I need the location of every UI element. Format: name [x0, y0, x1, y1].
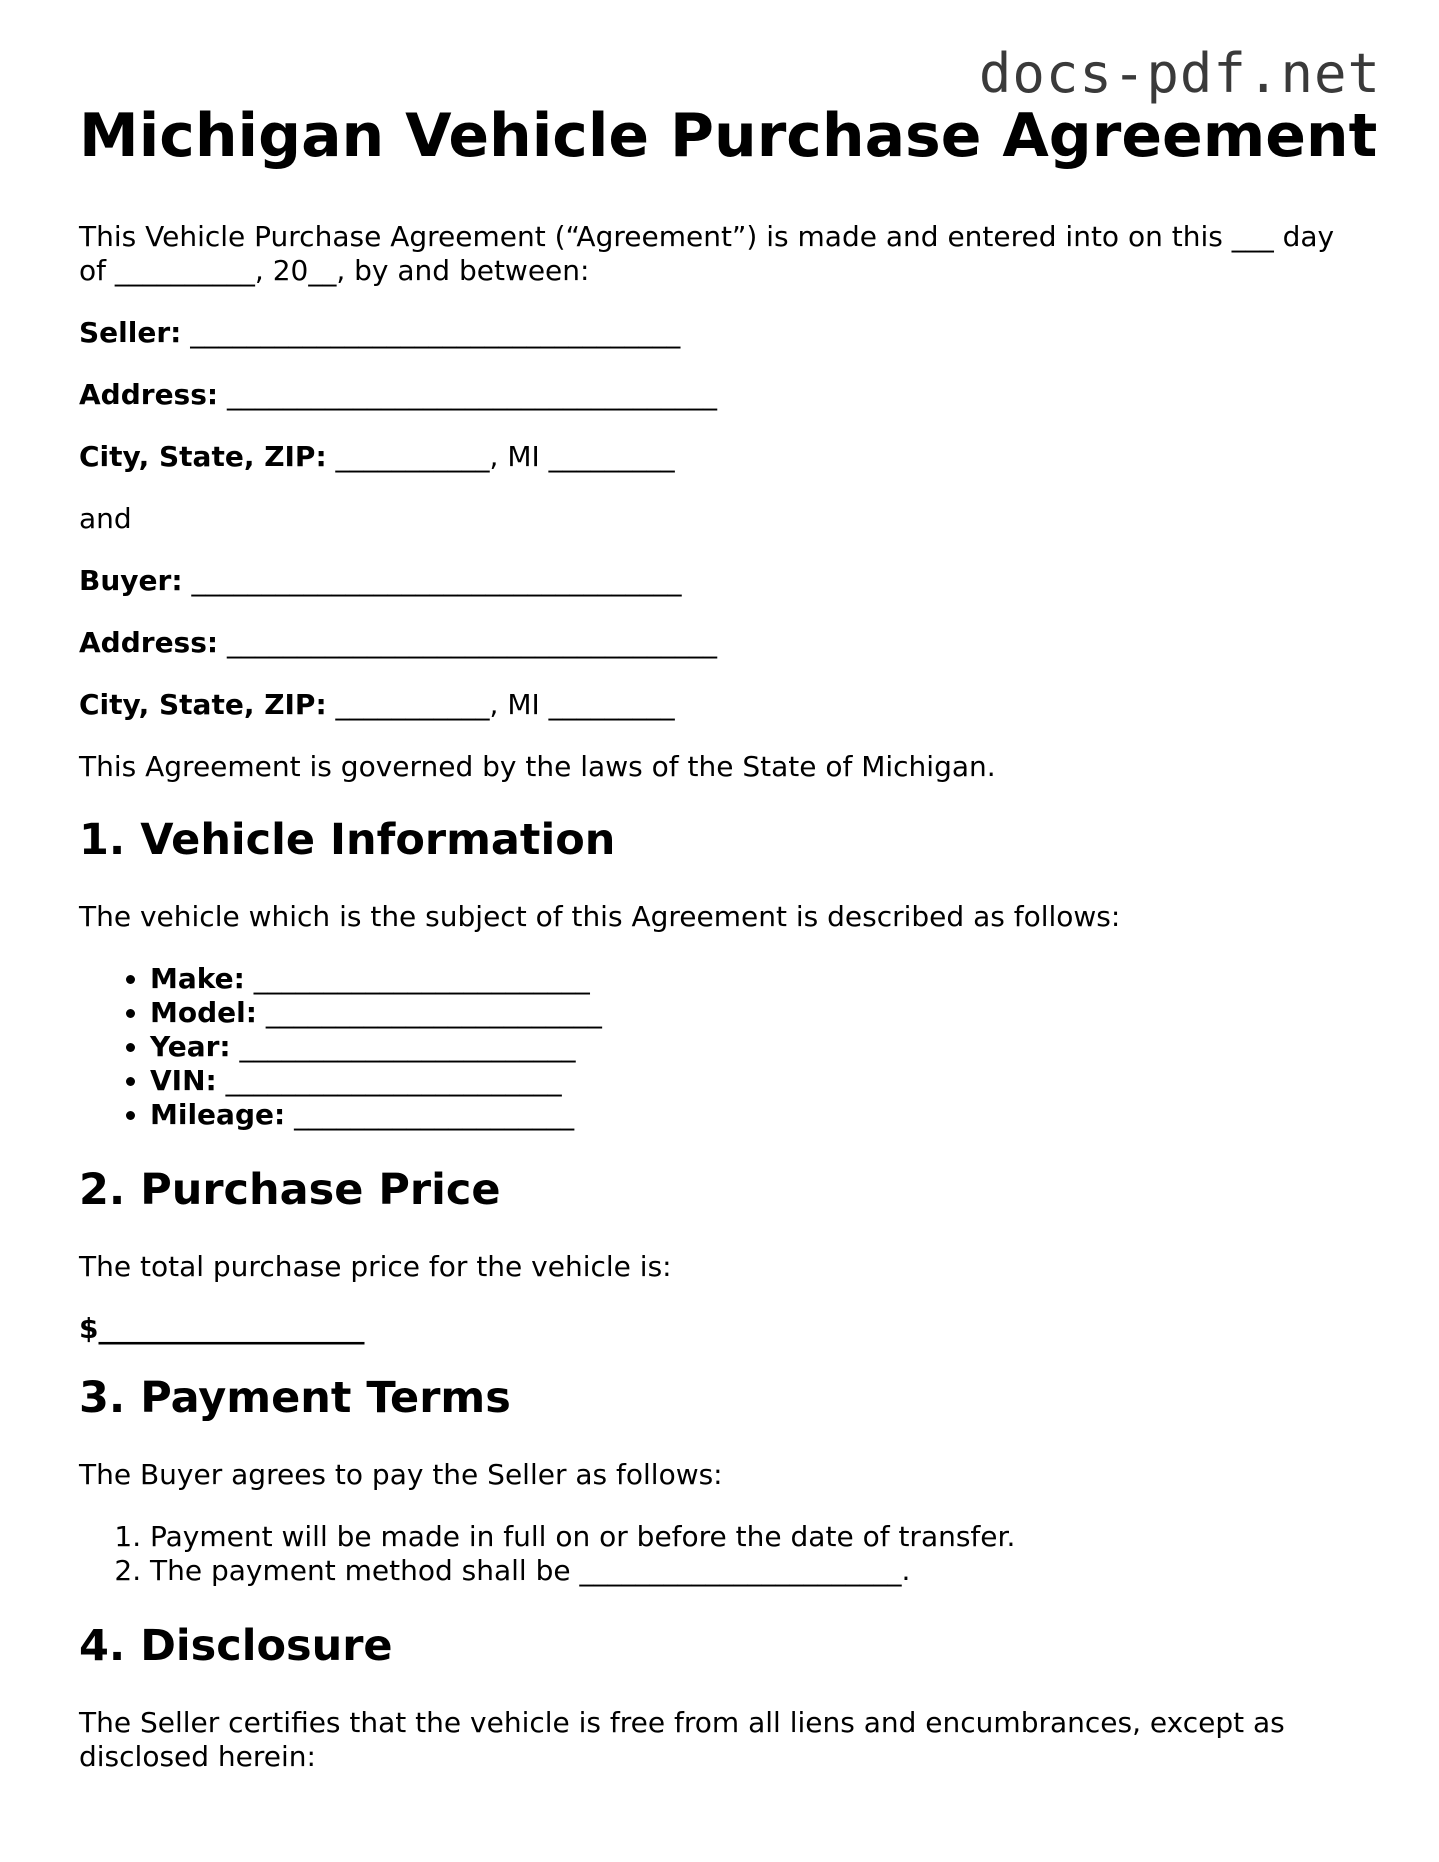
model-blank[interactable]: ________________________ [265, 996, 602, 1029]
section-vehicle-heading: 1. Vehicle Information [79, 815, 616, 865]
vin-label: VIN: [150, 1064, 217, 1097]
seller-address-blank[interactable]: ___________________________________ [227, 378, 717, 411]
list-item [150, 996, 1369, 1030]
seller-name-label: Seller: [79, 316, 182, 349]
buyer-address-label: Address: [79, 626, 219, 659]
payment-terms-list [79, 1520, 1369, 1588]
intro-paragraph: This Vehicle Purchase Agreement (“Agreement”) is made and entered into on this ___ day of __________, 20__, by and between: [79, 220, 1335, 287]
section-disclosure-text: The Seller certifies that the vehicle is free from all liens and encumbrances, except as disclosed herein: [79, 1706, 1285, 1773]
year-blank[interactable]: ________________________ [239, 1030, 576, 1063]
section-payment-text: The Buyer agrees to pay the Seller as follows: [79, 1458, 723, 1491]
mileage-blank[interactable]: ____________________ [294, 1098, 575, 1131]
price-amount-blank[interactable]: $___________________ [79, 1312, 365, 1345]
seller-csz-blank[interactable]: ___________, MI _________ [335, 440, 675, 473]
document-page [79, 92, 1378, 1774]
seller-address-label: Address: [79, 378, 219, 411]
governing-law-text: This Agreement is governed by the laws of the State of Michigan. [79, 750, 996, 783]
section-disclosure-heading: 4. Disclosure [79, 1621, 393, 1671]
vehicle-details-list [79, 962, 1369, 1132]
list-item [150, 1064, 1369, 1098]
section-price-heading: 2. Purchase Price [79, 1165, 501, 1215]
buyer-csz-field [79, 688, 1369, 722]
section-vehicle-text: The vehicle which is the subject of this Agreement is described as follows: [79, 900, 1121, 933]
list-item [150, 1030, 1369, 1064]
model-label: Model: [150, 996, 257, 1029]
buyer-address-blank[interactable]: ___________________________________ [227, 626, 717, 659]
buyer-name-label: Buyer: [79, 564, 183, 597]
seller-csz-label: City, State, ZIP: [79, 440, 327, 473]
list-item [150, 962, 1369, 996]
year-label: Year: [150, 1030, 231, 1063]
seller-name-blank[interactable]: ___________________________________ [190, 316, 681, 349]
seller-name-field [79, 316, 1369, 350]
buyer-name-field [79, 564, 1369, 598]
seller-csz-field [79, 440, 1369, 474]
make-label: Make: [150, 962, 245, 995]
list-item: 2. The payment method shall be _______________________. [150, 1554, 1369, 1588]
list-item [150, 1098, 1369, 1132]
list-item: 1. Payment will be made in full on or before the date of transfer. [150, 1520, 1369, 1554]
mileage-label: Mileage: [150, 1098, 286, 1131]
and-text: and [79, 502, 132, 535]
buyer-csz-blank[interactable]: ___________, MI _________ [335, 688, 675, 721]
seller-address-field [79, 378, 1369, 412]
buyer-address-field [79, 626, 1369, 660]
vin-blank[interactable]: ________________________ [225, 1064, 562, 1097]
section-payment-heading: 3. Payment Terms [79, 1373, 511, 1423]
buyer-csz-label: City, State, ZIP: [79, 688, 327, 721]
make-blank[interactable]: ________________________ [253, 962, 590, 995]
document-title: Michigan Vehicle Purchase Agreement [79, 101, 1378, 171]
buyer-name-blank[interactable]: ___________________________________ [191, 564, 682, 597]
watermark: docs-pdf.net [978, 42, 1381, 105]
section-price-text: The total purchase price for the vehicle is: [79, 1250, 672, 1283]
